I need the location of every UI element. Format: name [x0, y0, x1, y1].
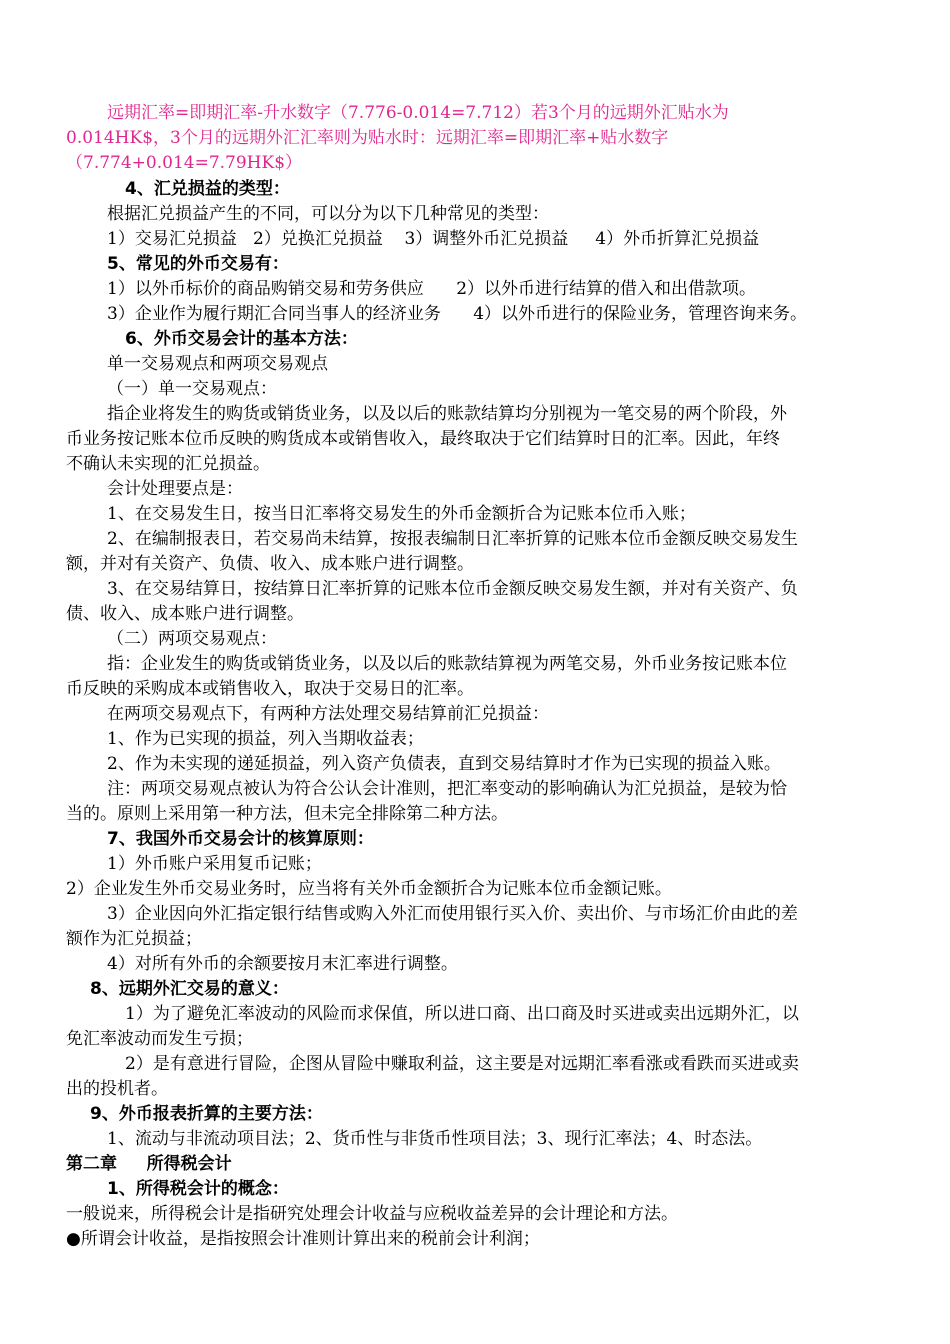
- paragraph-line: 2、作为未实现的递延损益，列入资产负债表，直到交易结算时才作为已实现的损益入账。: [107, 754, 781, 774]
- paragraph-line: 2）是有意进行冒险，企图从冒险中赚取利益，这主要是对远期汇率看涨或看跌而买进或卖: [125, 1054, 799, 1074]
- forward-rate-line-1: 远期汇率=即期汇率-升水数字（7.776-0.014=7.712）若3个月的远期外汇贴水为: [107, 103, 729, 123]
- heading-6: 6、外币交易会计的基本方法：: [125, 329, 358, 349]
- paragraph-line: 根据汇兑损益产生的不同，可以分为以下几种常见的类型：: [107, 204, 549, 224]
- paragraph-line: 1）以外币标价的商品购销交易和劳务供应 2）以外币进行结算的借入和出借款项。: [107, 279, 757, 299]
- subheading-2: （二）两项交易观点：: [107, 629, 277, 649]
- forward-rate-line-3: （7.774+0.014=7.79HK$）: [66, 153, 303, 173]
- paragraph-line: 1）交易汇兑损益 2）兑换汇兑损益 3）调整外币汇兑损益 4）外币折算汇兑损益: [107, 229, 760, 249]
- paragraph-line: 债、收入、成本账户进行调整。: [66, 604, 304, 624]
- paragraph-line: 1、流动与非流动项目法；2、货币性与非货币性项目法；3、现行汇率法；4、时态法。: [107, 1129, 763, 1149]
- paragraph-line: 注：两项交易观点被认为符合公认会计准则，把汇率变动的影响确认为汇兑损益，是较为恰: [107, 779, 787, 799]
- paragraph-line: 币反映的采购成本或销售收入，取决于交易日的汇率。: [66, 679, 474, 699]
- paragraph-line: 1、在交易发生日，按当日汇率将交易发生的外币金额折合为记账本位币入账；: [107, 504, 696, 524]
- heading-7: 7、我国外币交易会计的核算原则：: [107, 829, 374, 849]
- paragraph-line: 2）企业发生外币交易业务时，应当将有关外币金额折合为记账本位币金额记账。: [66, 879, 672, 899]
- paragraph-line: 免汇率波动而发生亏损；: [66, 1029, 253, 1049]
- paragraph-line: 1）为了避免汇率波动的风险而求保值，所以进口商、出口商及时买进或卖出远期外汇，以: [125, 1004, 799, 1024]
- bullet-line: ●所谓会计收益，是指按照会计准则计算出来的税前会计利润；: [66, 1229, 540, 1249]
- paragraph-line: 当的。原则上采用第一种方法，但未完全排除第二种方法。: [66, 804, 508, 824]
- paragraph-line: 单一交易观点和两项交易观点: [107, 354, 328, 374]
- heading-5: 5、常见的外币交易有：: [107, 254, 289, 274]
- paragraph-line: 额，并对有关资产、负债、收入、成本账户进行调整。: [66, 554, 474, 574]
- heading-9: 9、外币报表折算的主要方法：: [90, 1104, 323, 1124]
- paragraph-line: 在两项交易观点下，有两种方法处理交易结算前汇兑损益：: [107, 704, 549, 724]
- chapter-title: 第二章 所得税会计: [66, 1154, 232, 1174]
- paragraph-line: 3、在交易结算日，按结算日汇率折算的记账本位币金额反映交易发生额，并对有关资产、负: [107, 579, 798, 599]
- paragraph-line: 3）企业作为履行期汇合同当事人的经济业务 4）以外币进行的保险业务，管理咨询来务。: [107, 304, 808, 324]
- paragraph-line: 不确认未实现的汇兑损益。: [66, 454, 270, 474]
- paragraph-line: 4）对所有外币的余额要按月末汇率进行调整。: [107, 954, 458, 974]
- paragraph-line: 指：企业发生的购货或销货业务，以及以后的账款结算视为两笔交易，外币业务按记账本位: [107, 654, 787, 674]
- paragraph-line: 指企业将发生的购货或销货业务，以及以后的账款结算均分别视为一笔交易的两个阶段，外: [107, 404, 787, 424]
- heading-1: 1、所得税会计的概念：: [107, 1179, 289, 1199]
- paragraph-line: 3）企业因向外汇指定银行结售或购入外汇而使用银行买入价、卖出价、与市场汇价由此的差: [107, 904, 798, 924]
- heading-4: 4、汇兑损益的类型：: [125, 179, 290, 199]
- paragraph-line: 2、在编制报表日，若交易尚未结算，按报表编制日汇率折算的记账本位币金额反映交易发生: [107, 529, 798, 549]
- paragraph-line: 1、作为已实现的损益，列入当期收益表；: [107, 729, 424, 749]
- forward-rate-line-2: 0.014HK$，3个月的远期外汇汇率则为贴水时：远期汇率=即期汇率+贴水数字: [66, 128, 669, 148]
- heading-8: 8、远期外汇交易的意义：: [90, 979, 289, 999]
- paragraph-line: 币业务按记账本位币反映的购货成本或销售收入，最终取决于它们结算时日的汇率。因此，年终: [66, 429, 780, 449]
- paragraph-line: 出的投机者。: [66, 1079, 168, 1099]
- paragraph-line: 额作为汇兑损益；: [66, 929, 202, 949]
- paragraph-line: 1）外币账户采用复币记账；: [107, 854, 322, 874]
- paragraph-line: 会计处理要点是：: [107, 479, 243, 499]
- paragraph-line: 一般说来，所得税会计是指研究处理会计收益与应税收益差异的会计理论和方法。: [66, 1204, 678, 1224]
- subheading-1: （一）单一交易观点：: [107, 379, 277, 399]
